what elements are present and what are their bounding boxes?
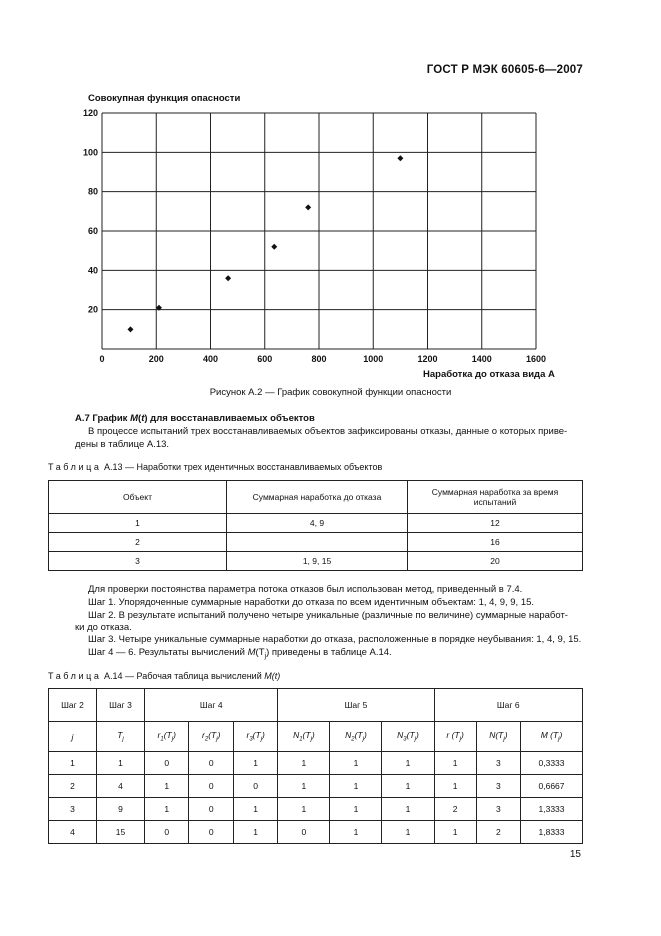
table-14-subheader: $T_j$ xyxy=(97,722,145,752)
table-cell: 4, 9 xyxy=(227,514,408,533)
table-cell: 1 xyxy=(330,752,382,775)
table-14-subheader: j xyxy=(49,722,97,752)
text-paragraph: Шаг 2. В результате испытаний получено четыре уникальные (различные по величине) суммарные наработ- xyxy=(88,610,568,621)
table-14-group-header: Шаг 2 xyxy=(49,689,97,722)
table-14-subheader: $N(T_j)$ xyxy=(476,722,520,752)
chart-y-tick-label: 40 xyxy=(87,265,98,276)
table-cell: 2 xyxy=(434,798,476,821)
table-cell: 1,3333 xyxy=(521,798,583,821)
figure-caption: Рисунок А.2 — График совокупной функции опасности xyxy=(209,387,452,398)
table-cell: 1 xyxy=(49,752,97,775)
table-13-header: Суммарная наработка за время испытаний xyxy=(408,481,583,514)
table-cell: 0,6667 xyxy=(521,775,583,798)
chart-x-tick-label: 1400 xyxy=(471,354,492,364)
table-cell: 0 xyxy=(189,821,233,844)
table-cell: 0,3333 xyxy=(521,752,583,775)
table-cell: 0 xyxy=(233,775,277,798)
table-cell: 0 xyxy=(145,821,189,844)
section-paragraph-line-1: В процессе испытаний трех восстанавливаемых объектов зафиксированы отказы, данные о которых приве- xyxy=(88,426,568,437)
table-cell: 1 xyxy=(97,752,145,775)
chart-data-point xyxy=(127,326,133,332)
table-cell: 4 xyxy=(49,821,97,844)
table-cell: 16 xyxy=(408,533,583,552)
table-14-group-header: Шаг 5 xyxy=(278,689,434,722)
table-cell: 3 xyxy=(49,552,227,571)
table-14-group-header: Шаг 3 xyxy=(97,689,145,722)
section-title: А.7 График M(t) для восстанавливаемых объектов xyxy=(75,413,315,424)
chart-y-tick-label: 80 xyxy=(87,186,98,197)
table-14-subheader: r $(T_j)$ xyxy=(434,722,476,752)
table-14-caption: Таблица А.14 — Рабочая таблица вычислений M(t) xyxy=(48,671,281,681)
table-cell: 15 xyxy=(97,821,145,844)
table-cell: 1 xyxy=(278,798,330,821)
chart-y-tick-label: 120 xyxy=(82,108,98,118)
text-paragraph: Шаг 3. Четыре уникальные суммарные наработки до отказа, расположенные в порядке неубывания: 1, 4, 9, 15. xyxy=(88,634,582,645)
table-cell: 1 xyxy=(330,821,382,844)
page-number: 15 xyxy=(569,849,581,860)
table-cell: 1 xyxy=(434,775,476,798)
table-cell: 20 xyxy=(408,552,583,571)
table-cell: 4 xyxy=(97,775,145,798)
table-14-subheader: M $(T_j)$ xyxy=(521,722,583,752)
chart-data-point xyxy=(271,244,277,250)
table-cell: 3 xyxy=(476,752,520,775)
table-cell: 2 xyxy=(49,775,97,798)
table-cell: 3 xyxy=(476,775,520,798)
table-cell: 1 xyxy=(434,821,476,844)
text-paragraph: Шаг 1. Упорядоченные суммарные наработки до отказа по всем идентичным объектам: 1, 4, 9, 9, 15. xyxy=(88,597,535,608)
chart-x-tick-label: 800 xyxy=(311,354,327,364)
table-cell: 1 xyxy=(49,514,227,533)
table-cell: 1 xyxy=(330,775,382,798)
table-13-header: Суммарная наработка до отказа xyxy=(227,481,408,514)
chart-x-axis-label: Наработка до отказа вида А xyxy=(423,369,555,380)
table-14-subheader: $r_2(T_j)$ xyxy=(189,722,233,752)
table-cell: 1,8333 xyxy=(521,821,583,844)
chart-x-tick-label: 1000 xyxy=(363,354,384,364)
table-cell: 0 xyxy=(189,752,233,775)
chart-y-tick-label: 100 xyxy=(82,147,98,158)
table-14-group-header: Шаг 6 xyxy=(434,689,583,722)
table-cell: 1 xyxy=(145,775,189,798)
table-13-caption: Таблица А.13 — Наработки трех идентичных восстанавливаемых объектов xyxy=(48,462,383,472)
table-cell: 1 xyxy=(278,775,330,798)
table-cell: 12 xyxy=(408,514,583,533)
table-14-subheader-row xyxy=(49,722,583,752)
table-14-group-header: Шаг 4 xyxy=(145,689,278,722)
chart-x-tick-label: 1200 xyxy=(417,354,438,364)
text-paragraph: ки до отказа. xyxy=(75,622,132,633)
table-row xyxy=(49,552,583,571)
table-14-subheader: $N_1(T_j)$ xyxy=(278,722,330,752)
text-paragraph: Шаг 4 — 6. Результаты вычислений $M(T_j)$ приведены в таблице А.14. xyxy=(88,647,392,660)
table-cell: 1 xyxy=(330,798,382,821)
document-header: ГОСТ Р МЭК 60605-6—2007 xyxy=(426,64,583,76)
table-row xyxy=(49,514,583,533)
table-cell: 1 xyxy=(382,752,434,775)
table-cell: 1 xyxy=(278,752,330,775)
table-14-subheader: $N_2(T_j)$ xyxy=(330,722,382,752)
table-14 xyxy=(48,688,583,844)
chart-y-tick-label: 60 xyxy=(87,226,98,236)
table-row xyxy=(49,752,583,775)
chart-x-tick-label: 600 xyxy=(257,354,273,364)
table-cell: 1 xyxy=(434,752,476,775)
table-cell: 3 xyxy=(49,798,97,821)
table-row xyxy=(49,533,583,552)
chart-x-tick-label: 0 xyxy=(99,354,105,364)
table-cell: 1 xyxy=(233,798,277,821)
table-cell: 1 xyxy=(233,752,277,775)
table-row xyxy=(49,821,583,844)
table-cell: 0 xyxy=(189,798,233,821)
table-row xyxy=(49,798,583,821)
chart-x-tick-label: 400 xyxy=(202,354,219,364)
table-13-header: Объект xyxy=(49,481,227,514)
hazard-chart xyxy=(60,105,560,367)
table-cell: 1 xyxy=(382,821,434,844)
table-cell: 1, 9, 15 xyxy=(227,552,408,571)
table-14-subheader: $r_1(T_j)$ xyxy=(145,722,189,752)
table-14-subheader: $N_3(T_j)$ xyxy=(382,722,434,752)
table-cell: 2 xyxy=(476,821,520,844)
table-cell: 1 xyxy=(382,798,434,821)
table-cell: 1 xyxy=(382,775,434,798)
chart-data-point xyxy=(225,275,231,281)
chart-data-point xyxy=(305,204,311,210)
table-cell: 9 xyxy=(97,798,145,821)
table-cell: 0 xyxy=(278,821,330,844)
table-cell: 2 xyxy=(49,533,227,552)
table-13 xyxy=(48,480,583,571)
section-paragraph-line-2: дены в таблице А.13. xyxy=(75,439,170,450)
table-cell xyxy=(227,533,408,552)
chart-x-tick-label: 1600 xyxy=(525,354,547,364)
table-cell: 3 xyxy=(476,798,520,821)
table-cell: 1 xyxy=(233,821,277,844)
table-cell: 0 xyxy=(145,752,189,775)
chart-data-point xyxy=(397,155,403,161)
table-row xyxy=(49,775,583,798)
text-paragraph: Для проверки постоянства параметра потока отказов был использован метод, приведенный в 7.4. xyxy=(88,584,523,595)
chart-y-axis-label: Совокупная функция опасности xyxy=(88,93,241,104)
table-14-subheader: $r_3(T_j)$ xyxy=(233,722,277,752)
chart-y-tick-label: 20 xyxy=(87,304,98,315)
chart-x-tick-label: 200 xyxy=(148,354,164,364)
table-cell: 0 xyxy=(189,775,233,798)
table-cell: 1 xyxy=(145,798,189,821)
